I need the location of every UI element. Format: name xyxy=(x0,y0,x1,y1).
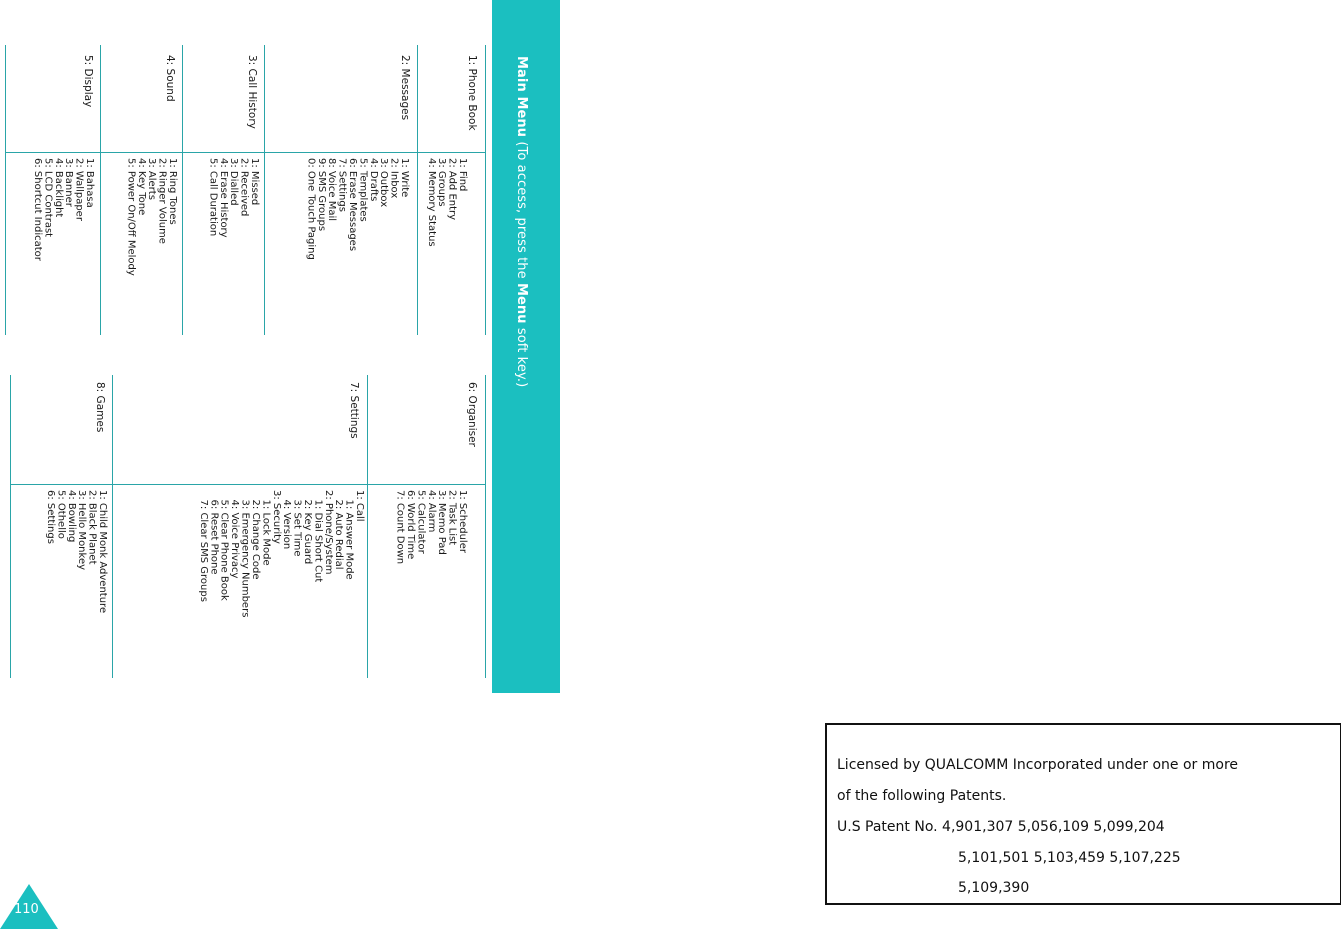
list-item: 3: Groups xyxy=(436,158,448,207)
menu-label-settings: 7: Settings xyxy=(348,382,360,439)
list-item: 5: Othello xyxy=(55,490,67,539)
menu-label-messages: 2: Messages xyxy=(399,55,411,121)
table-bottom-rule-d xyxy=(10,375,11,678)
list-item: 2: Key Guard xyxy=(301,490,313,565)
list-item: 5: Templates xyxy=(357,158,369,222)
list-item: 5: Clear Phone Book xyxy=(218,490,230,601)
menu-label-sound: 4: Sound xyxy=(164,55,176,102)
menu-items-sound xyxy=(107,158,177,328)
list-item: 1: Find xyxy=(457,158,468,192)
table-bottom-divider-1 xyxy=(10,484,485,485)
list-item: 8: Voice Mail xyxy=(326,158,338,222)
table-bottom-rule-b xyxy=(367,375,368,678)
list-item: 4: Bowling xyxy=(65,490,77,543)
list-item: 1: Child Monk Adventure xyxy=(97,490,108,614)
list-item: 1: Write xyxy=(399,158,410,198)
list-item: 5: LCD Contrast xyxy=(42,158,54,238)
list-item: 5: Power On/Off Melody xyxy=(125,158,137,276)
list-item: 1: Call xyxy=(354,490,365,522)
license-notice-box xyxy=(825,723,1341,905)
list-item: 2: Phone/System xyxy=(322,490,334,575)
list-item: 2: Change Code xyxy=(249,490,261,580)
list-item: 2: Received xyxy=(238,158,250,217)
table-top-divider-1 xyxy=(5,152,485,153)
license-line-2: of the following Patents. xyxy=(837,788,1007,804)
list-item: 1: Lock Mode xyxy=(260,490,272,566)
table-top-rule-a xyxy=(485,45,486,335)
table-bottom-rule-a xyxy=(485,375,486,678)
list-item: 4: Memory Status xyxy=(425,158,437,247)
list-item: 4: Version xyxy=(281,490,293,550)
list-item: 4: Voice Privacy xyxy=(229,490,241,579)
list-item: 6: Shortcut Indicator xyxy=(31,158,43,261)
list-item: 2: Add Entry xyxy=(446,158,458,221)
table-top-rule-d xyxy=(182,45,183,335)
table-top-rule-e xyxy=(100,45,101,335)
list-item: 6: Settings xyxy=(44,490,56,544)
list-item: 7: Count Down xyxy=(394,490,406,565)
license-line-5: 5,109,390 xyxy=(958,880,1030,896)
list-item: 4: Backlight xyxy=(52,158,64,218)
menu-label-games: 8: Games xyxy=(94,382,106,433)
list-item: 3: Security xyxy=(270,490,282,544)
list-item: 9: SMS Groups xyxy=(315,158,327,232)
menu-label-phone-book: 1: Phone Book xyxy=(466,55,478,131)
list-item: 3: Emergency Numbers xyxy=(239,490,251,618)
list-item: 3: Memo Pad xyxy=(436,490,448,555)
menu-label-organiser: 6: Organiser xyxy=(466,382,478,447)
list-item: 1: Ring Tones xyxy=(167,158,178,225)
menu-items-settings xyxy=(118,490,364,670)
license-line-3: U.S Patent No. 4,901,307 5,056,109 5,099,204 xyxy=(837,819,1165,835)
list-item: 6: Erase Messages xyxy=(346,158,358,252)
list-item: 5: Calculator xyxy=(415,490,427,554)
list-item: 5: Call Duration xyxy=(207,158,219,237)
list-item: 2: Inbox xyxy=(388,158,400,199)
main-menu-banner xyxy=(492,0,560,693)
list-item: 3: Banner xyxy=(63,158,75,207)
access-note-suffix: soft key.) xyxy=(514,323,529,388)
list-item: 1: Answer Mode xyxy=(343,490,355,580)
menu-items-call-history xyxy=(189,158,259,328)
list-item: 6: World Time xyxy=(404,490,416,560)
menu-items-display xyxy=(14,158,94,328)
list-item: 3: Hello Monkey xyxy=(76,490,88,571)
menu-label-display: 5: Display xyxy=(82,55,94,108)
list-item: 7: Settings xyxy=(336,158,348,212)
list-item: 4: Key Tone xyxy=(135,158,147,216)
table-top-rule-f xyxy=(5,45,6,335)
list-item: 4: Drafts xyxy=(367,158,379,202)
list-item: 3: Set Time xyxy=(291,490,303,557)
license-line-1: Licensed by QUALCOMM Incorporated under one or more xyxy=(837,757,1239,773)
list-item: 2: Auto Redial xyxy=(333,490,345,570)
list-item: 3: Alerts xyxy=(146,158,158,200)
list-item: 4: Erase History xyxy=(217,158,229,238)
list-item: 1: Bahasa xyxy=(84,158,95,208)
list-item: 2: Wallpaper xyxy=(73,158,85,221)
table-bottom-rule-c xyxy=(112,375,113,678)
list-item: 2: Ringer Volume xyxy=(156,158,168,244)
list-item: 3: Outbox xyxy=(378,158,390,208)
list-item: 7: Clear SMS Groups xyxy=(197,490,209,602)
table-top-rule-b xyxy=(417,45,418,335)
list-item: 2: Task List xyxy=(446,490,458,546)
list-item: 1: Missed xyxy=(249,158,260,206)
list-item: 0: One Touch Paging xyxy=(305,158,317,260)
menu-items-messages xyxy=(269,158,409,328)
banner-heading xyxy=(514,56,529,387)
list-item: 6: Reset Phone xyxy=(208,490,220,575)
table-top-rule-c xyxy=(264,45,265,335)
page-number: 110 xyxy=(14,902,39,917)
main-menu-title: Main Menu xyxy=(514,56,529,138)
list-item: 2: Black Planet xyxy=(86,490,98,565)
menu-items-organiser xyxy=(373,490,467,670)
list-item: 1: Scheduler xyxy=(457,490,468,553)
license-line-4: 5,101,501 5,103,459 5,107,225 xyxy=(958,850,1181,866)
list-item: 4: Alarm xyxy=(425,490,437,533)
menu-items-phone-book xyxy=(423,158,467,328)
menu-items-games xyxy=(17,490,107,670)
access-note-prefix: (To access, press the xyxy=(514,141,529,283)
list-item: 3: Dialled xyxy=(228,158,240,206)
menu-key-label: Menu xyxy=(514,282,529,324)
menu-label-call-history: 3: Call History xyxy=(246,55,258,129)
list-item: 1: Dial Short Cut xyxy=(312,490,324,583)
